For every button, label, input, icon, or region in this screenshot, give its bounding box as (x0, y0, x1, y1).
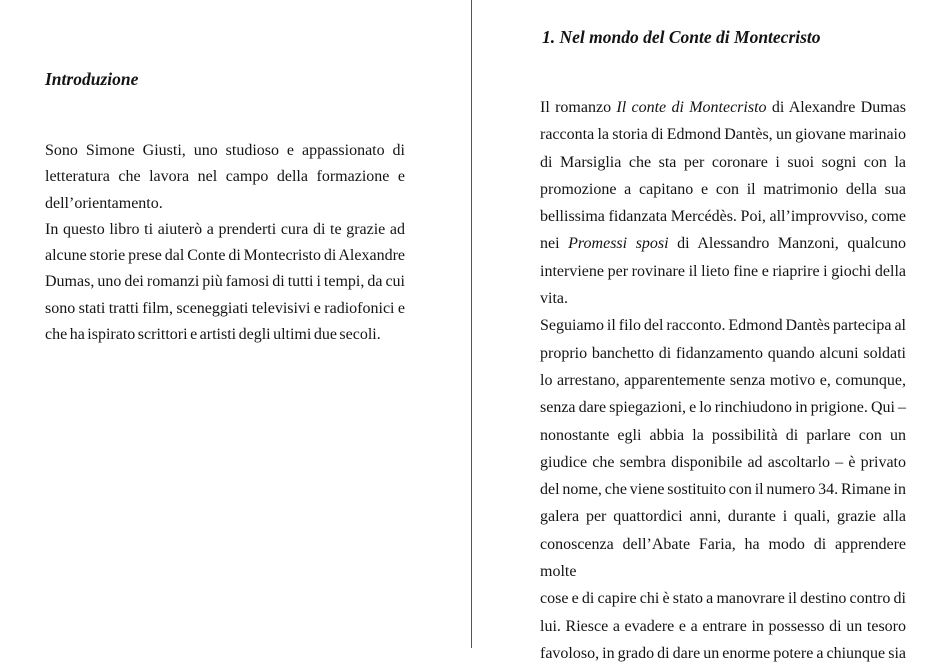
text-line: nei Promessi sposi di Alessandro Manzoni, qualcuno (540, 235, 907, 253)
left-page-body-text (45, 138, 405, 348)
text-line: promozione a capitano e con il matrimonio della sua (540, 180, 906, 198)
text-line: Seguiamo il filo del racconto. Edmond Dantès partecipa al (540, 317, 906, 335)
text-line: racconta la storia di Edmond Dantès, un giovane marinaio (540, 126, 906, 144)
text-line: che ha ispirato scrittori e artisti degli ultimi due secoli. (45, 326, 381, 344)
text-line: letteratura che lavora nel campo della formazione e (45, 168, 405, 186)
text-line: cose e di capire chi è stato a manovrare il destino contro di (540, 590, 906, 608)
text-line: giudice che sembra disponibile ad ascoltarlo – è privato (540, 453, 906, 471)
text-line: lo arrestano, apparentemente senza motivo e, comunque, (540, 371, 906, 389)
text-line: senza dare spiegazioni, e lo rinchiudono in prigione. Qui – (540, 399, 906, 417)
text-line: In questo libro ti aiuterò a prenderti cura di te grazie ad (45, 220, 405, 238)
text-line: conoscenza dell’Abate Faria, ha modo di apprendere molte (540, 535, 906, 581)
right-page-body-text (540, 94, 906, 667)
text-line: del nome, che viene sostituito con il numero 34. Rimane in (540, 481, 906, 499)
text-line: lui. Riesce a evadere e a entrare in possesso di un tesoro (540, 617, 906, 635)
text-line: interviene per rovinare il lieto fine e riaprire i giochi della (540, 262, 906, 280)
text-line: vita. (540, 290, 568, 308)
text-line: sono stati tratti film, sceneggiati televisivi e radiofonici e (45, 299, 405, 317)
text-line: alcune storie prese dal Conte di Montecristo di Alexandre (45, 247, 405, 265)
text-line: Dumas, uno dei romanzi più famosi di tutti i tempi, da cui (45, 273, 405, 291)
page-divider (471, 0, 473, 648)
text-line: Sono Simone Giusti, uno studioso e appassionato di (45, 142, 405, 159)
text-line: bellissima fidanzata Mercédès. Poi, all’improvviso, come (540, 208, 906, 226)
text-line: nonostante egli abbia la possibilità di parlare con un (540, 426, 906, 444)
text-line: di Marsiglia che sta per coronare i suoi sogni con la (540, 153, 906, 171)
right-page-heading: 1. Nel mondo del Conte di Montecristo (542, 27, 821, 47)
left-page-heading: Introduzione (45, 69, 139, 89)
text-line: favoloso, in grado di dare un enorme potere a chiunque sia (540, 644, 906, 662)
text-line: galera per quattordici anni, durante i quali, grazie alla (540, 508, 906, 526)
text-line: Il romanzo Il conte di Montecristo di Alexandre Dumas (540, 99, 907, 116)
text-line: proprio banchetto di fidanzamento quando alcuni soldati (540, 344, 906, 362)
text-line: dell’orientamento. (45, 194, 163, 212)
